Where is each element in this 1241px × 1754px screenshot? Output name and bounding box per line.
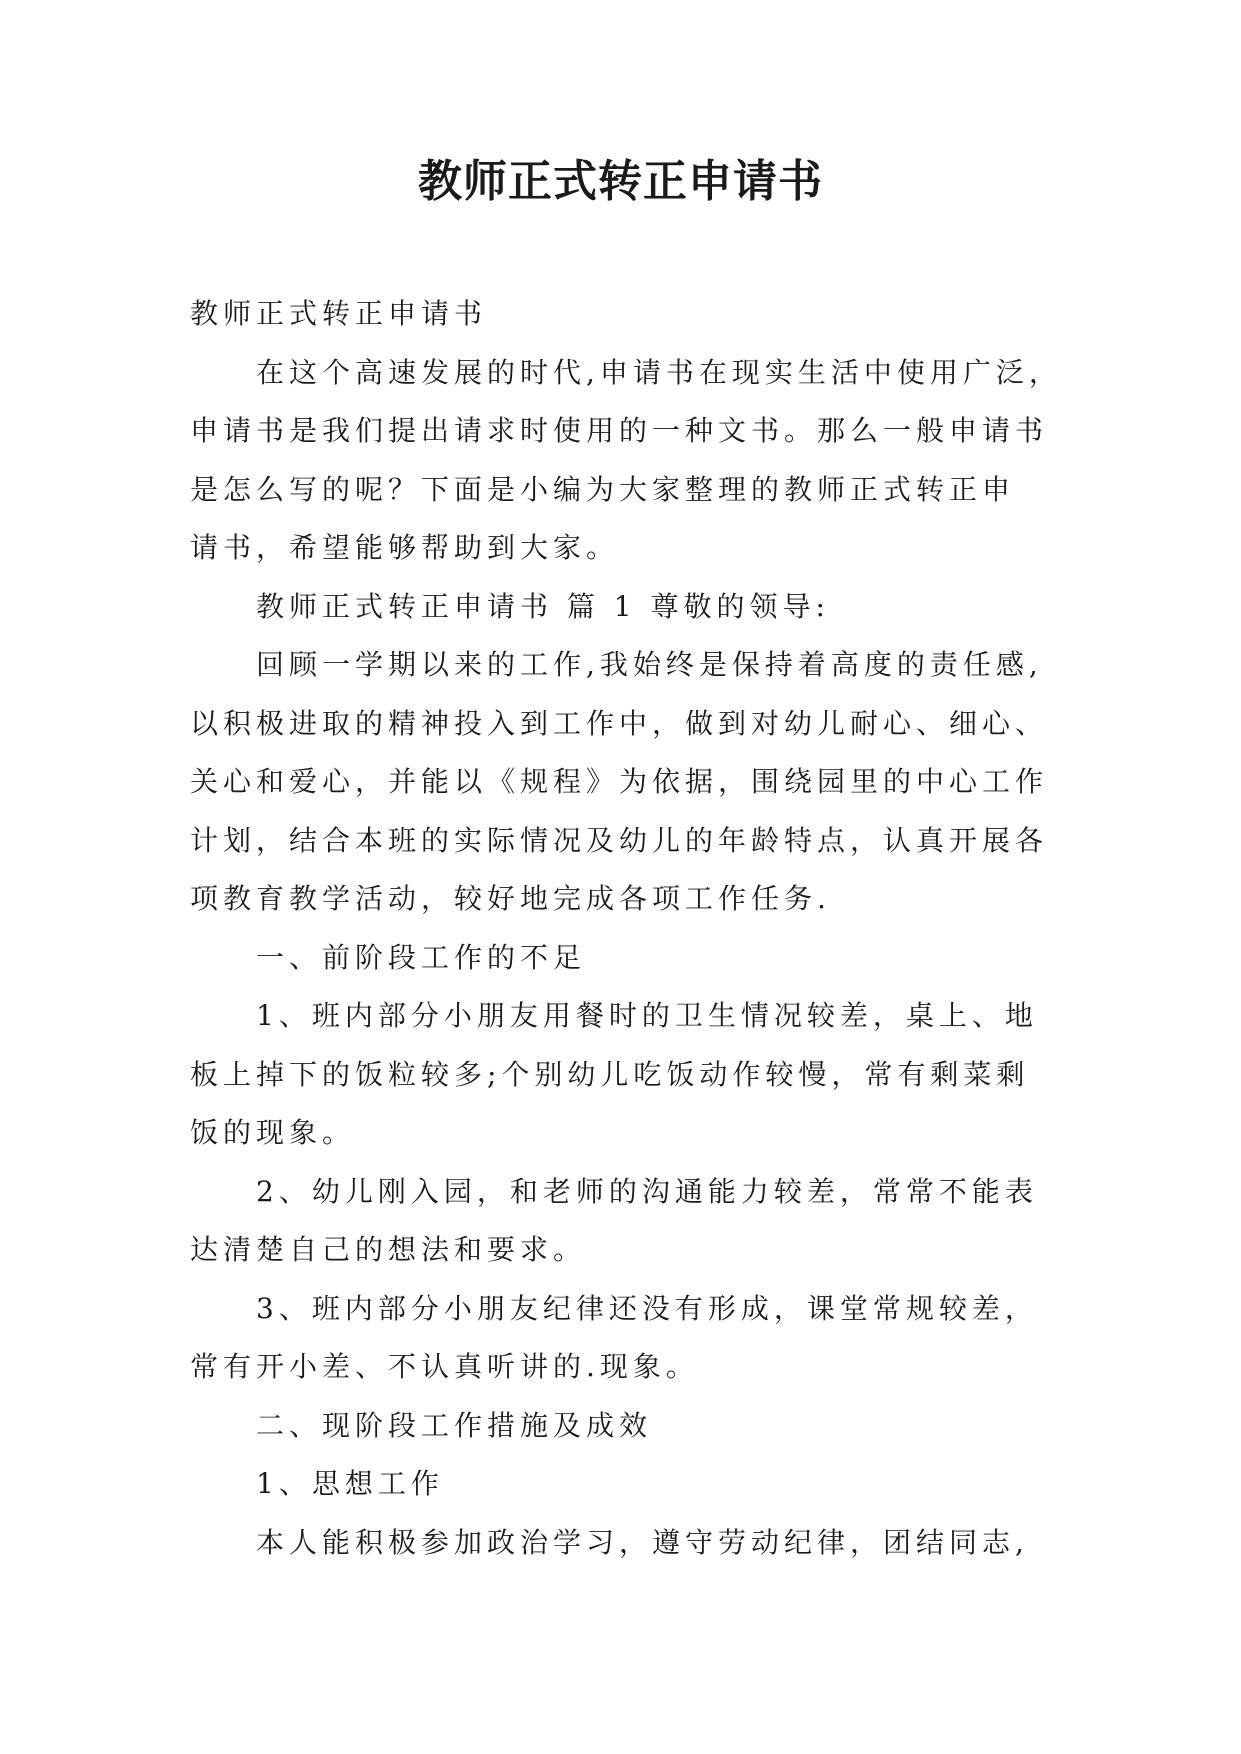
body-line: 计划，结合本班的实际情况及幼儿的年龄特点，认真开展各	[190, 823, 1049, 857]
body-line: 本人能积极参加政治学习，遵守劳动纪律，团结同志,	[256, 1525, 1029, 1559]
body-line: 教师正式转正申请书	[190, 297, 488, 330]
body-line: 板上掉下的饭粒较多;个别幼儿吃饭动作较慢，常有剩菜剩	[190, 1057, 1030, 1091]
body-line: 2、幼儿刚入园，和老师的沟通能力较差，常常不能表	[256, 1174, 1038, 1208]
body-line: 3、班内部分小朋友纪律还没有形成，课堂常规较差，	[256, 1291, 1038, 1325]
body-line: 是怎么写的呢？下面是小编为大家整理的教师正式转正申	[190, 472, 1016, 506]
body-line: 项教育教学活动，较好地完成各项工作任务.	[190, 882, 831, 915]
body-line: 1、班内部分小朋友用餐时的卫生情况较差，桌上、地	[256, 999, 1038, 1032]
body-line: 达清楚自己的想法和要求。	[190, 1233, 587, 1266]
body-line: 请书，希望能够帮助到大家。	[190, 531, 620, 564]
body-line: 关心和爱心，并能以《规程》为依据，围绕园里的中心工作	[190, 765, 1049, 798]
body-line: 饭的现象。	[190, 1116, 356, 1149]
document-title: 教师正式转正申请书	[418, 156, 823, 207]
body-line: 回顾一学期以来的工作,我始终是保持着高度的责任感,	[256, 648, 1043, 681]
body-line: 常有开小差、不认真听讲的.现象。	[190, 1350, 699, 1383]
body-line: 教师正式转正申请书 篇 1 尊敬的领导:	[256, 589, 830, 623]
body-line: 二、现阶段工作措施及成效	[256, 1408, 653, 1442]
body-line: 在这个高速发展的时代,申请书在现实生活中使用广泛，	[256, 355, 1062, 389]
body-line: 一、前阶段工作的不足	[256, 940, 587, 974]
body-line: 1、思想工作	[256, 1467, 444, 1500]
document-body	[190, 285, 1062, 1572]
body-line: 以积极进取的精神投入到工作中，做到对幼儿耐心、细心、	[190, 706, 1049, 740]
body-line: 申请书是我们提出请求时使用的一种文书。那么一般申请书	[190, 414, 1049, 447]
